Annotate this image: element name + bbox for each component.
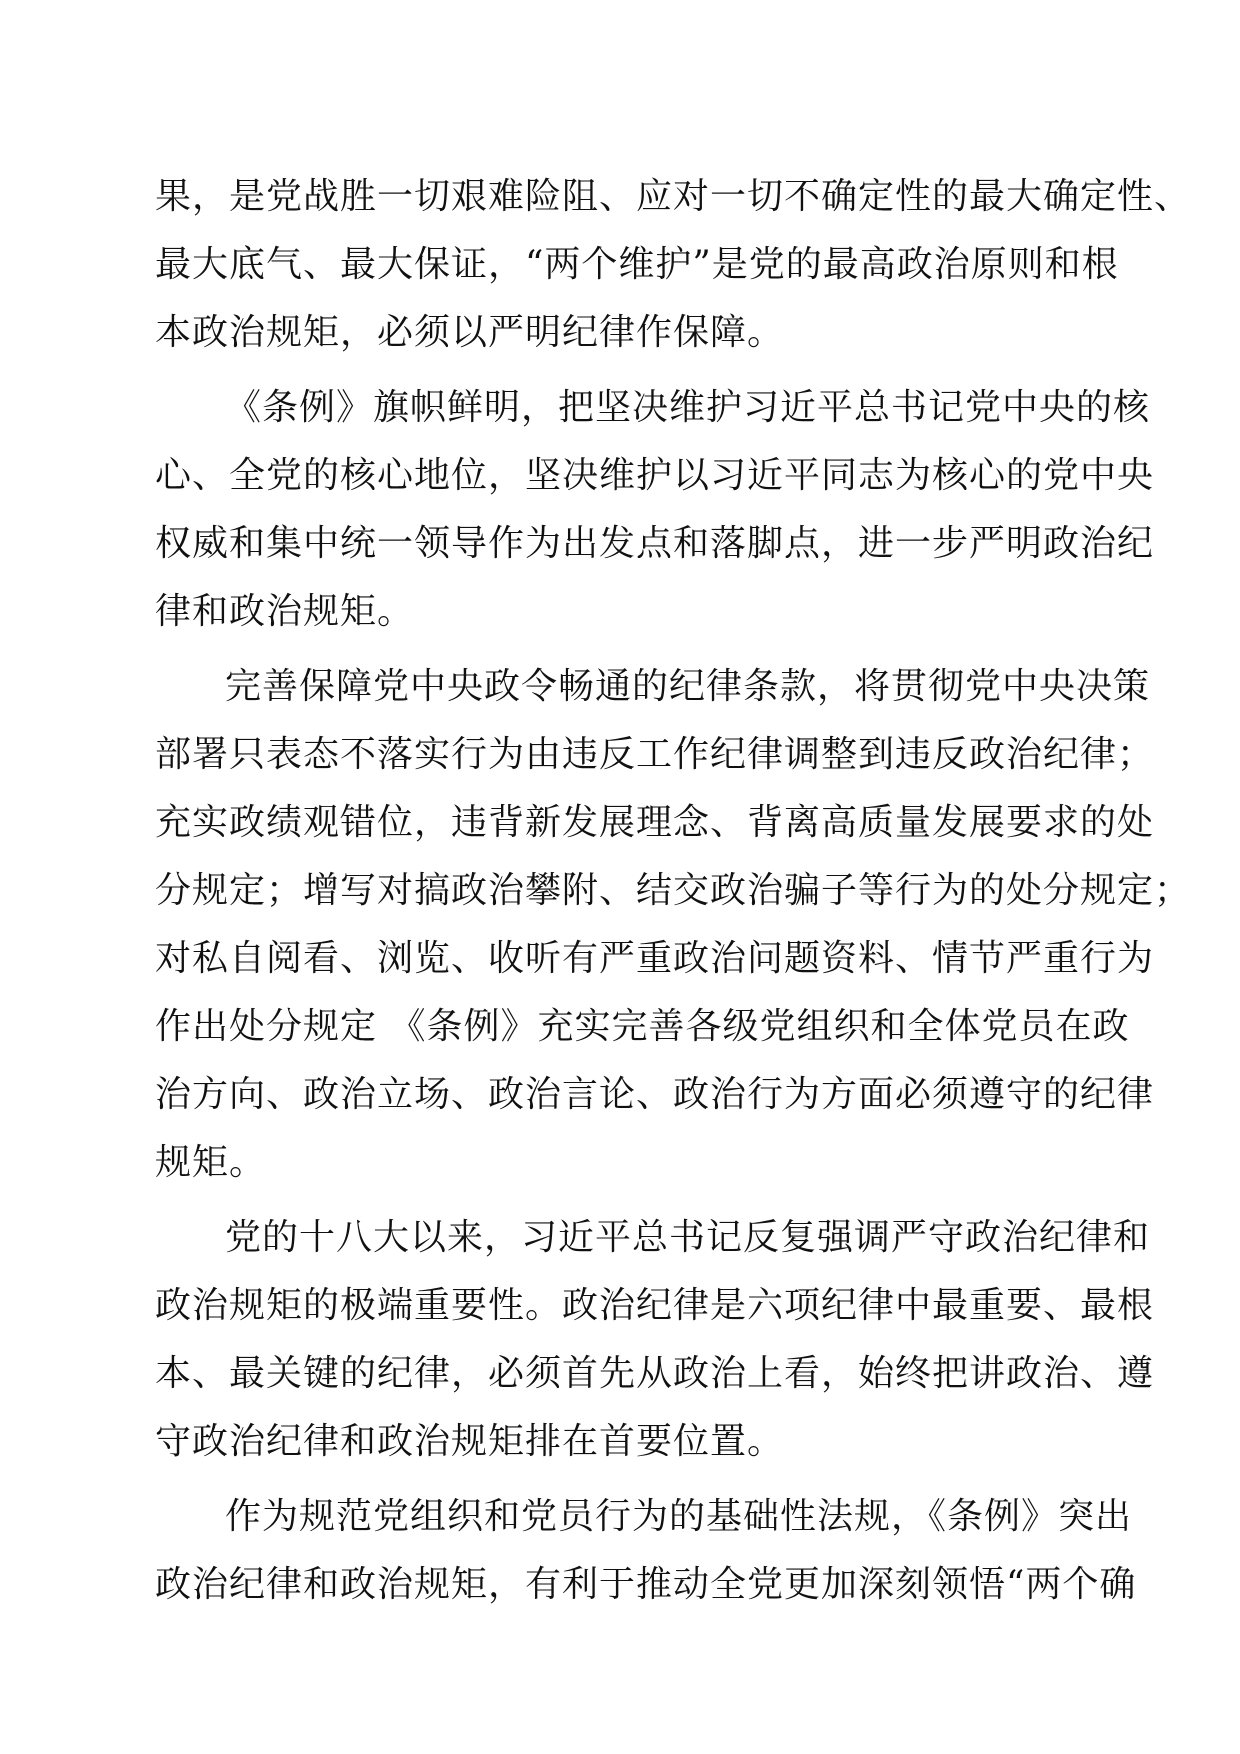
text-line: 部署只表态不落实行为由违反工作纪律调整到违反政治纪律； [155,734,1155,775]
text-line: 分规定；增写对搞政治攀附、结交政治骗子等行为的处分规定； [155,870,1192,911]
text-line: 本政治规矩，必须以严明纪律作保障。 [155,312,785,353]
text-line: 果，是党战胜一切艰难险阻、应对一切不确定性的最大确定性、 [155,176,1192,217]
paragraph-first-line: 党的十八大以来，习近平总书记反复强调严守政治纪律和 [225,1217,1151,1258]
text-line: 对私自阅看、浏览、收听有严重政治问题资料、情节严重行为 [155,938,1155,979]
text-line: 充实政绩观错位，违背新发展理念、背离高质量发展要求的处 [155,802,1155,843]
paragraph-first-line: 完善保障党中央政令畅通的纪律条款，将贯彻党中央决策 [225,666,1151,707]
text-line: 律和政治规矩。 [155,591,415,632]
text-line: 心、全党的核心地位，坚决维护以习近平同志为核心的党中央 [155,455,1155,496]
text-line: 作出处分规定 《条例》充实完善各级党组织和全体党员在政 [155,1006,1130,1047]
text-line: 权威和集中统一领导作为出发点和落脚点，进一步严明政治纪 [155,523,1155,564]
text-line: 最大底气、最大保证，“两个维护”是党的最高政治原则和根 [155,244,1119,285]
paragraph-first-line: 作为规范党组织和党员行为的基础性法规，《条例》突出 [225,1496,1133,1537]
text-line: 政治纪律和政治规矩，有利于推动全党更加深刻领悟“两个确 [155,1564,1137,1605]
text-line: 治方向、政治立场、政治言论、政治行为方面必须遵守的纪律 [155,1074,1155,1115]
text-line: 守政治纪律和政治规矩排在首要位置。 [155,1421,785,1462]
text-line: 政治规矩的极端重要性。政治纪律是六项纪律中最重要、最根 [155,1285,1155,1326]
text-line: 规矩。 [155,1142,267,1183]
text-line: 本、最关键的纪律，必须首先从政治上看，始终把讲政治、遵 [155,1353,1155,1394]
paragraph-first-line: 《条例》旗帜鲜明，把坚决维护习近平总书记党中央的核 [225,387,1151,428]
